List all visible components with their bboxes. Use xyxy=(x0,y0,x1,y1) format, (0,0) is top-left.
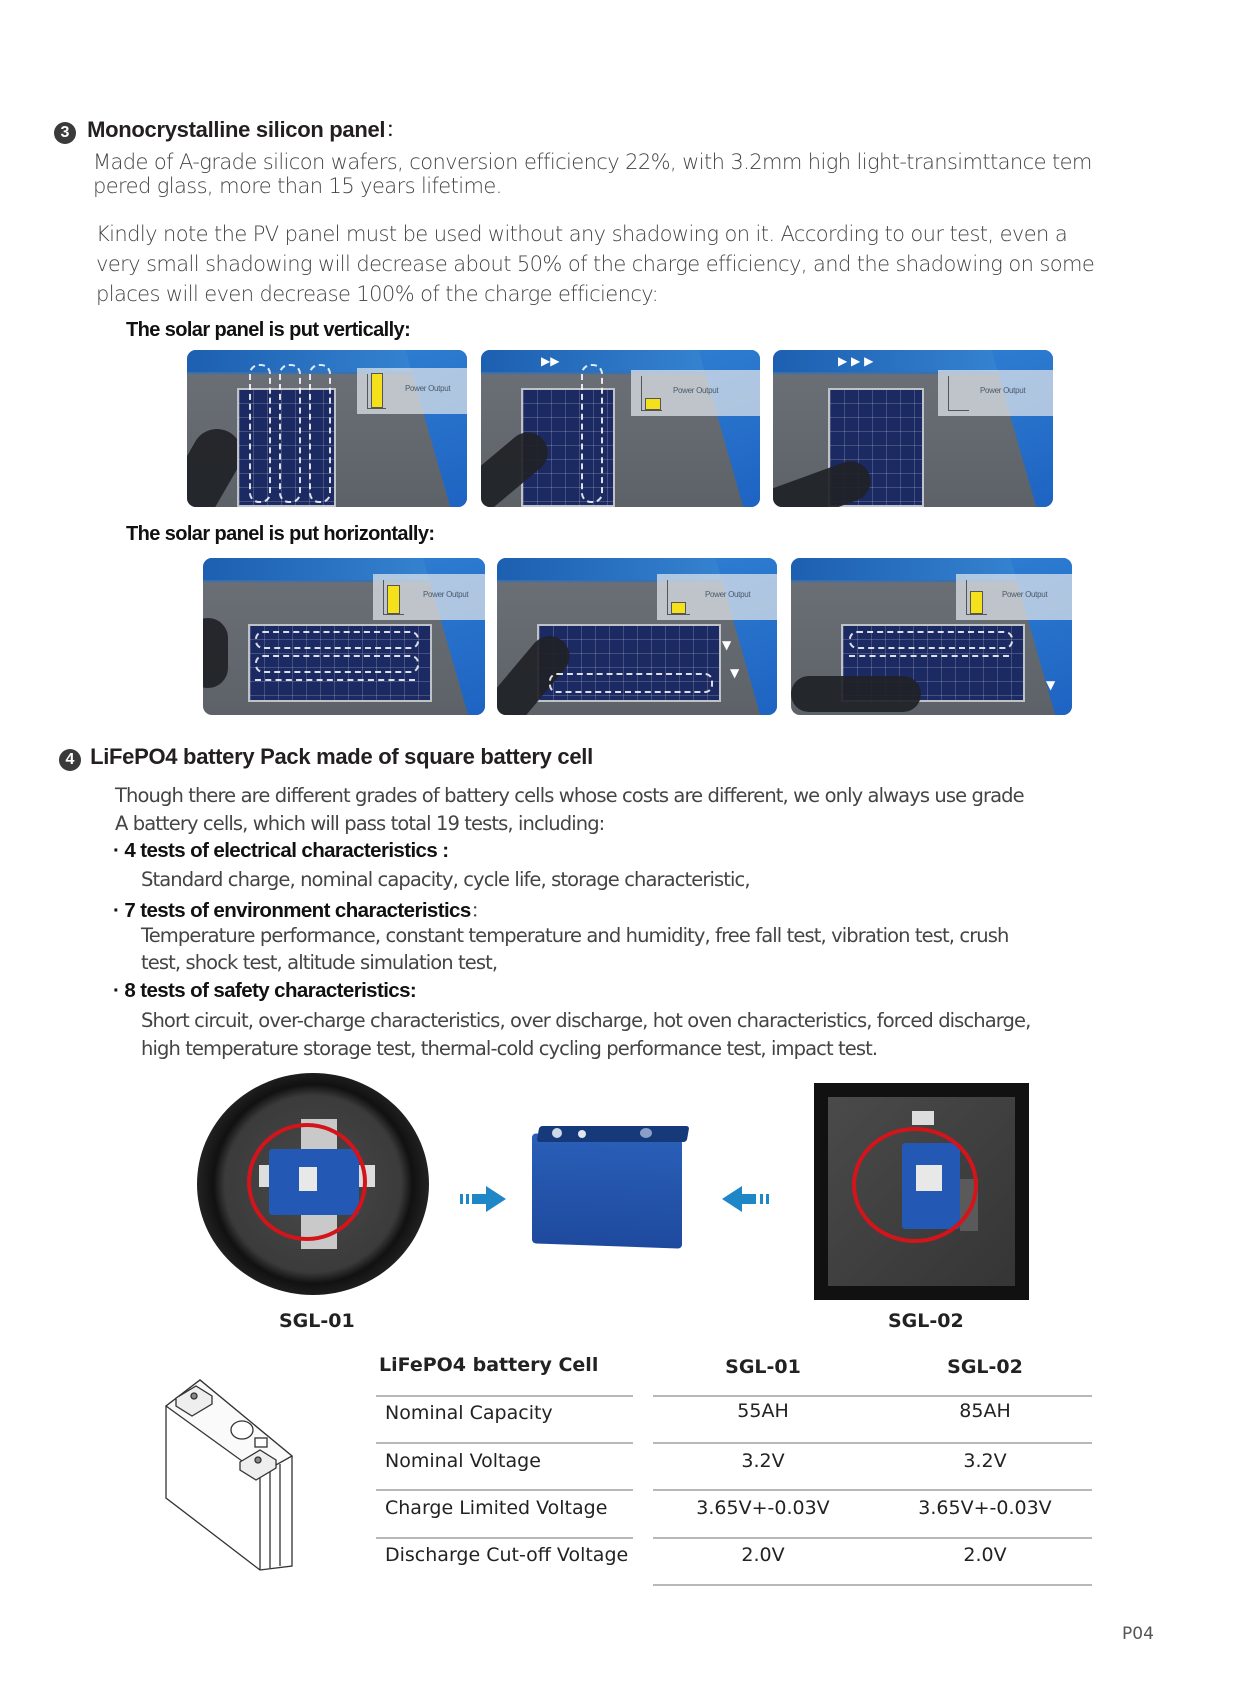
paragraph-line: very small shadowing will decrease about 50% of the charge efficiency, and the shadowing on some xyxy=(96,252,1095,276)
section-title: LiFePO4 battery Pack made of square battery cell xyxy=(90,744,593,769)
product-label-sgl-02: SGL-02 xyxy=(888,1310,964,1332)
arrow-right-icon xyxy=(460,1186,508,1212)
table-cell: 55AH xyxy=(737,1400,789,1422)
table-cell: 3.65V+-0.03V xyxy=(696,1497,830,1519)
table-row-label: Nominal Capacity xyxy=(385,1402,553,1424)
power-output-label: Power Output xyxy=(705,590,751,599)
paragraph-line: places will even decrease 100% of the charge efficiency: xyxy=(96,282,659,306)
highlight-circle xyxy=(852,1127,978,1243)
paragraph-line: Made of A-grade silicon wafers, conversion efficiency 22%, with 3.2mm high light-transimttance tem xyxy=(93,150,1092,174)
product-label-sgl-01: SGL-01 xyxy=(279,1310,355,1332)
table-header-cell: SGL-01 xyxy=(725,1356,801,1378)
paragraph-line: pered glass, more than 15 years lifetime. xyxy=(93,174,502,198)
section-number-badge: 3 xyxy=(54,122,76,144)
horizontal-label: The solar panel is put horizontally: xyxy=(126,523,435,545)
table-row-label: Charge Limited Voltage xyxy=(385,1497,608,1519)
solar-panel-horizontal-image xyxy=(497,558,777,715)
solar-panel-vertical-image xyxy=(773,350,1053,507)
test-group-heading-text: · 7 tests of environment characteristics xyxy=(113,899,471,922)
diode-icon: ▼ xyxy=(730,666,740,680)
test-group-heading: · 8 tests of safety characteristics: xyxy=(113,979,417,1002)
test-group-line: Temperature performance, constant temperature and humidity, free fall test, vibration test, crush xyxy=(141,924,1009,947)
test-group-heading: · 4 tests of electrical characteristics : xyxy=(113,839,449,862)
solar-panel-vertical-image xyxy=(481,350,760,507)
intro-line: A battery cells, which will pass total 19 tests, including: xyxy=(115,812,605,835)
power-output-label: Power Output xyxy=(423,590,469,599)
intro-line: Though there are different grades of battery cells whose costs are different, we only always use grade xyxy=(115,784,1024,807)
power-output-bar xyxy=(970,591,983,614)
power-output-bar xyxy=(645,398,661,410)
table-cell: 3.2V xyxy=(741,1450,785,1472)
table-divider xyxy=(653,1395,1092,1397)
test-group-line: Short circuit, over-charge characteristics, over discharge, hot oven characteristics, forced discharge, xyxy=(141,1009,1031,1032)
table-row-label: Discharge Cut-off Voltage xyxy=(385,1544,629,1566)
power-output-label: Power Output xyxy=(980,386,1026,395)
table-cell: 2.0V xyxy=(963,1544,1007,1566)
battery-cell-image xyxy=(532,1122,694,1254)
table-cell: 3.2V xyxy=(963,1450,1007,1472)
table-divider xyxy=(653,1442,1092,1444)
title-colon: ： xyxy=(385,117,407,142)
sgl-01-lamp-image xyxy=(197,1073,429,1295)
section-3-heading xyxy=(54,113,407,144)
diode-icon: ▼ xyxy=(1046,678,1056,692)
table-row-label: Nominal Voltage xyxy=(385,1450,541,1472)
table-divider xyxy=(653,1537,1092,1539)
diode-icon: ▶ ▶ ▶ xyxy=(838,354,874,368)
battery-cell-drawing xyxy=(160,1370,335,1575)
table-divider xyxy=(653,1584,1092,1586)
power-output-label: Power Output xyxy=(1002,590,1048,599)
vertical-label: The solar panel is put vertically: xyxy=(126,319,411,341)
table-cell: 85AH xyxy=(959,1400,1011,1422)
solar-panel-horizontal-image xyxy=(203,558,485,715)
table-divider xyxy=(376,1395,633,1397)
section-number-badge: 4 xyxy=(59,749,81,771)
diode-icon: ▼ xyxy=(722,638,732,652)
page-number: P04 xyxy=(1122,1624,1154,1644)
sgl-02-lamp-image xyxy=(814,1083,1029,1300)
table-header-cell: LiFePO4 battery Cell xyxy=(379,1354,599,1376)
solar-panel-horizontal-image xyxy=(791,558,1072,715)
power-output-bar xyxy=(671,602,686,614)
table-divider xyxy=(376,1489,633,1491)
power-output-label: Power Output xyxy=(405,384,451,393)
test-group-line: test, shock test, altitude simulation test, xyxy=(141,951,498,974)
power-output-label: Power Output xyxy=(673,386,719,395)
test-group-heading xyxy=(113,895,489,923)
table-divider xyxy=(653,1489,1092,1491)
heading-colon: ： xyxy=(470,899,490,922)
power-output-bar xyxy=(371,373,383,408)
paragraph-line: Kindly note the PV panel must be used without any shadowing on it. According to our test, even a xyxy=(96,222,1068,246)
table-header-cell: SGL-02 xyxy=(947,1356,1023,1378)
solar-panel-vertical-image xyxy=(187,350,467,507)
table-cell: 2.0V xyxy=(741,1544,785,1566)
table-cell: 3.65V+-0.03V xyxy=(918,1497,1052,1519)
arrow-left-icon xyxy=(722,1186,770,1212)
section-4-heading xyxy=(59,744,593,771)
test-group-line: high temperature storage test, thermal-cold cycling performance test, impact test. xyxy=(141,1037,878,1060)
table-divider xyxy=(376,1442,633,1444)
test-group-line: Standard charge, nominal capacity, cycle life, storage characteristic, xyxy=(141,868,750,891)
diode-icon: ▶▶ xyxy=(541,354,560,368)
section-title: Monocrystalline silicon panel xyxy=(87,117,386,142)
table-divider xyxy=(376,1537,633,1539)
power-output-bar xyxy=(387,585,400,614)
highlight-circle xyxy=(247,1123,367,1241)
